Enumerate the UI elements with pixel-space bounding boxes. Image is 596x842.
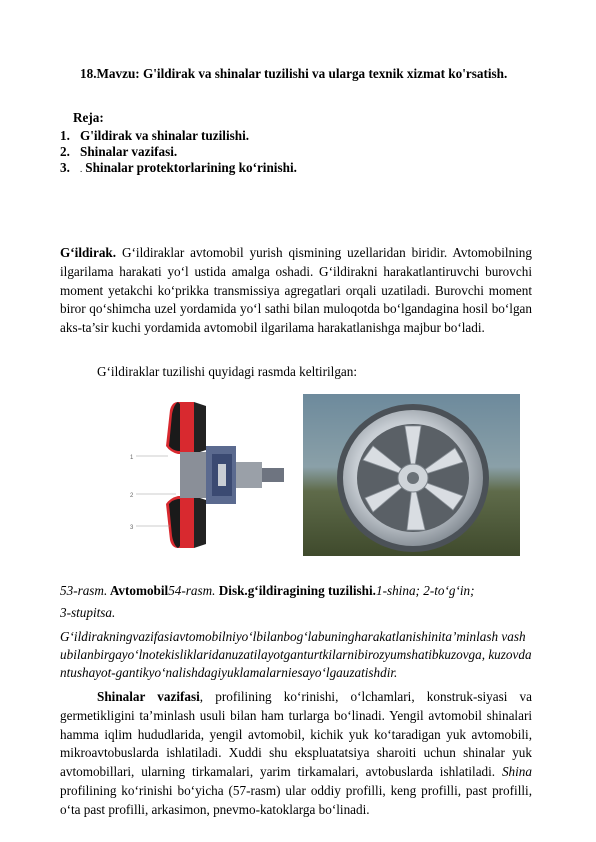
paragraph-lead: Shinalar vazifasi	[97, 689, 200, 704]
plan-item-number: 2.	[60, 144, 70, 159]
caption-ref-53: 53-rasm.	[60, 583, 108, 598]
plan-item-text: Shinalar protektorlarining ko‘rinishi.	[85, 160, 297, 175]
plan-item-number: 3.	[60, 160, 70, 175]
plan-item-text: G'ildirak va shinalar tuzilishi.	[80, 128, 250, 143]
wheel-section-figure	[114, 394, 292, 556]
plan-item-dot: .	[80, 164, 83, 174]
paragraph-text: G‘ildiraklar avtomobil yurish qismining uzellaridan biridir. Avtomobilning ilgarilama harakati yo‘l ustida amalga oshadi. G‘ildirakni harakatlantiruvchi burovchi moment yetakchi ko‘prikka transmissiya agregatlari orqali uzatiladi. Burovchi moment biror qo‘shimcha uzel yordamida yo‘l sathi bilan muloqotda bo‘lgandagina hosil bo‘lgan aks-ta’sir kuchi yordamida avtomobil ilgarilama harakatlanishga majbur bo‘ladi.	[60, 245, 532, 336]
figure-caption	[60, 580, 532, 624]
plan-item	[60, 128, 297, 144]
paragraph-text-cont: profilining ko‘rinishi bo‘yicha (57-rasm) ular oddiy profilli, keng profilli, past profilli, o‘ta past profilli, arkasimon, pnevmo-katoklarga bo‘linadi.	[60, 782, 532, 817]
label-1: 1	[130, 455, 134, 461]
italic-definition: G‘ildirakningvazifasiavtomobilniyo‘lbilanbog‘labuningharakatlanishinita’minlash vashubilanbirgayo‘lnotekisliklaridanuzatilayotganturtkilarnibirozyumshatibkuzovga, kuzovdantushayot-gantikyo‘nalishdagiyuklamalarniesayo‘lgauzatishdir.	[60, 629, 532, 680]
plan-list	[60, 128, 297, 177]
plan-item	[60, 160, 297, 177]
caption-title-53: Avtomobil	[107, 583, 169, 598]
paragraph-text: , profilining ko‘rinishi, o‘lchamlari, konstruk-siyasi va germetikligini ta’minlash usuli bilan ham turlarga bo‘linadi. Yengil avtomobil shinalari hamma iqlim hududlarida, yengil avtomobil, kichik yuk ko‘taradigan yuk avtomobili, mikroavtobuslarda ishlatiladi. Xuddi shu ekspluatatsiya sharoiti uchun shinalar yuk avtomobillari, ularning tirkamalari, yarim tirkamalari, avtobuslarda ishlatiladi.	[60, 689, 532, 780]
label-2: 2	[130, 493, 134, 499]
plan-heading: Reja:	[73, 110, 104, 125]
page-title: 18.Mavzu: G'ildirak va shinalar tuzilishi va ularga texnik xizmat ko'rsatish.	[80, 66, 508, 81]
paragraph-figure-intro: G‘ildiraklar tuzilishi quyidagi rasmda keltirilgan:	[97, 364, 358, 379]
caption-legend: 1-shina; 2-to‘g‘in;	[375, 583, 475, 598]
paragraph-italic-word: Shina	[501, 764, 532, 780]
plan-item-number: 1.	[60, 128, 70, 143]
disk-wheel-photo	[303, 394, 520, 556]
wheel-section-drawing	[114, 394, 292, 556]
plan-item	[60, 144, 297, 160]
caption-title-54: Disk.g‘ildiragining tuzilishi.	[215, 583, 376, 598]
disk-wheel-drawing	[303, 394, 520, 556]
label-3: 3	[130, 525, 134, 531]
caption-ref-54: 54-rasm.	[168, 583, 216, 598]
caption-legend-cont: 3-stupitsa.	[60, 605, 116, 620]
plan-item-text: Shinalar vazifasi.	[80, 144, 178, 159]
paragraph-wheel	[60, 244, 532, 338]
paragraph-lead: G‘ildirak.	[60, 245, 117, 260]
paragraph-tire-purpose	[60, 688, 532, 820]
